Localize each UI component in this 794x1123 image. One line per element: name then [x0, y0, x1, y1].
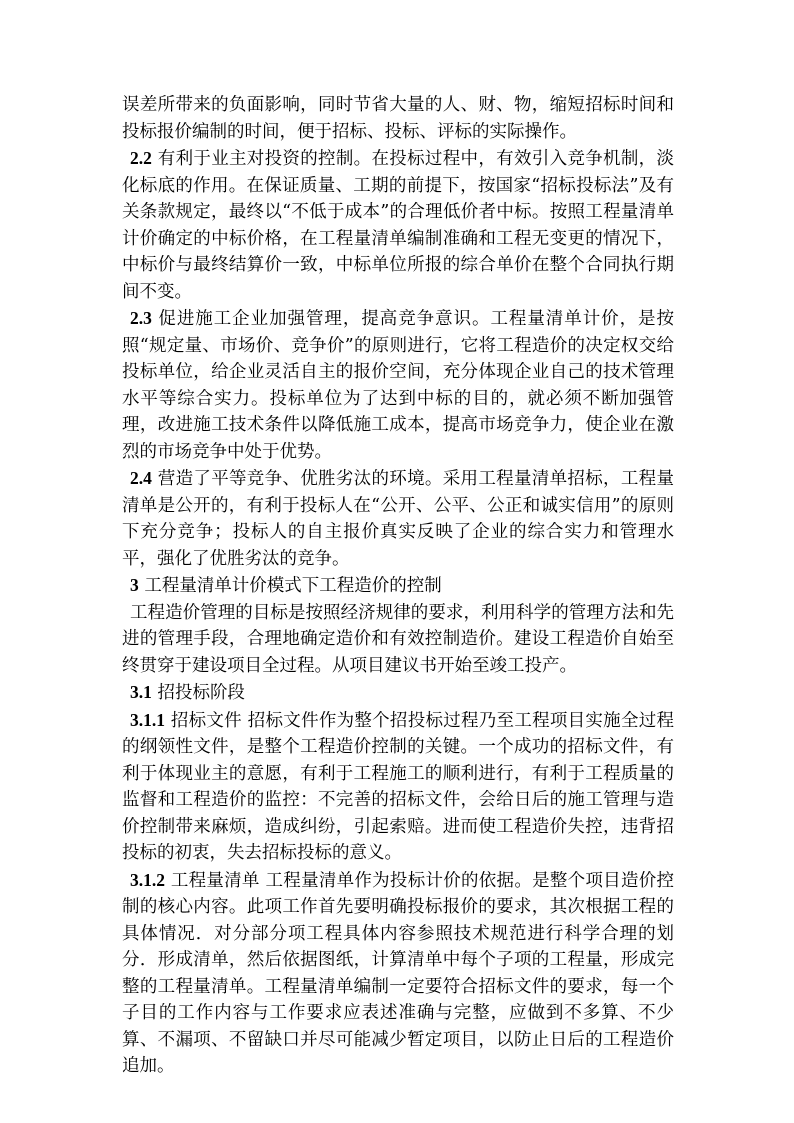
section-number: 3.1.2	[130, 869, 165, 890]
paragraph-3-1-2	[122, 867, 674, 1080]
paragraph-3-1-1	[122, 707, 674, 867]
section-number: 3.1	[130, 682, 152, 702]
paragraph-text: 营造了平等竞争、优胜劣汰的环境。采用工程量清单招标，工程量清单是公开的，有利于投标人在“公开、公平、公正和诚实信用”的原则下充分竞争；投标人的自主报价真实反映了企业的综合实力和管理水平，强化了优胜劣汰的竞争。	[122, 469, 674, 569]
paragraph-2-2	[122, 145, 674, 305]
section-number: 3	[130, 575, 139, 595]
paragraph-text: 工程造价管理的目标是按照经济规律的要求，利用科学的管理方法和先进的管理手段，合理地确定造价和有效控制造价。建设工程造价自始至终贯穿于建设项目全过程。从项目建议书开始至竣工投产。	[122, 602, 674, 676]
section-number: 2.2	[130, 148, 152, 168]
paragraph-text: 有利于业主对投资的控制。在投标过程中，有效引入竞争机制，淡化标底的作用。在保证质量、工期的前提下，按国家“招标投标法”及有关条款规定，最终以“不低于成本”的合理低价者中标。按照工程量清单计价确定的中标价格，在工程量清单编制准确和工程无变更的情况下，中标价与最终结算价一致，中标单位所报的综合单价在整个合同执行期间不变。	[122, 149, 674, 302]
paragraph-section-3-intro	[122, 600, 674, 680]
document-body	[122, 92, 674, 1080]
section-number: 2.3	[130, 308, 152, 328]
section-number: 3.1.1	[130, 709, 165, 730]
paragraph-text: 招标文件 招标文件作为整个招投标过程乃至工程项目实施全过程的纲领性文件，是整个工程造价控制的关键。一个成功的招标文件，有利于体现业主的意愿，有利于工程施工的顺利进行，有利于工程质量的监督和工程造价的监控：不完善的招标文件，会给日后的施工管理与造价控制带来麻烦，造成纠纷，引起索赔。进而使工程造价失控，违背招投标的初衷，失去招标投标的意义。	[122, 710, 674, 863]
paragraph-2-3	[122, 305, 674, 465]
section-number: 2.4	[130, 468, 152, 488]
paragraph-text: 促进施工企业加强管理，提高竞争意识。工程量清单计价，是按照“规定量、市场价、竞争价”的原则进行，它将工程造价的决定权交给投标单位，给企业灵活自主的报价空间，充分体现企业自己的技术管理水平等综合实力。投标单位为了达到中标的目的，就必须不断加强管理，改进施工技术条件以降低施工成本，提高市场竞争力，使企业在激烈的市场竞争中处于优势。	[122, 309, 674, 462]
section-heading-text: 工程量清单计价模式下工程造价的控制	[138, 576, 442, 596]
section-heading-text: 招投标阶段	[151, 683, 245, 703]
paragraph-continuation	[122, 92, 674, 145]
paragraph-text: 工程量清单 工程量清单作为投标计价的依据。是整个项目造价控制的核心内容。此项工作首先要明确投标报价的要求，其次根据工程的具体情况．对分部分项工程具体内容参照技术规范进行科学合理的划分．形成清单，然后依据图纸，计算清单中每个子项的工程量，形成完整的工程量清单。工程量清单编制一定要符合招标文件的要求，每一个子目的工作内容与工作要求应表述准确与完整，应做到不多算、不少算、不漏项、不留缺口并尽可能减少暂定项目，以防止日后的工程造价追加。	[122, 870, 674, 1076]
paragraph-text: 误差所带来的负面影响，同时节省大量的人、财、物，缩短招标时间和投标报价编制的时间，便于招标、投标、评标的实际操作。	[122, 95, 674, 142]
section-heading-3-1	[122, 679, 674, 707]
section-heading-3	[122, 572, 674, 600]
paragraph-2-4	[122, 465, 674, 572]
